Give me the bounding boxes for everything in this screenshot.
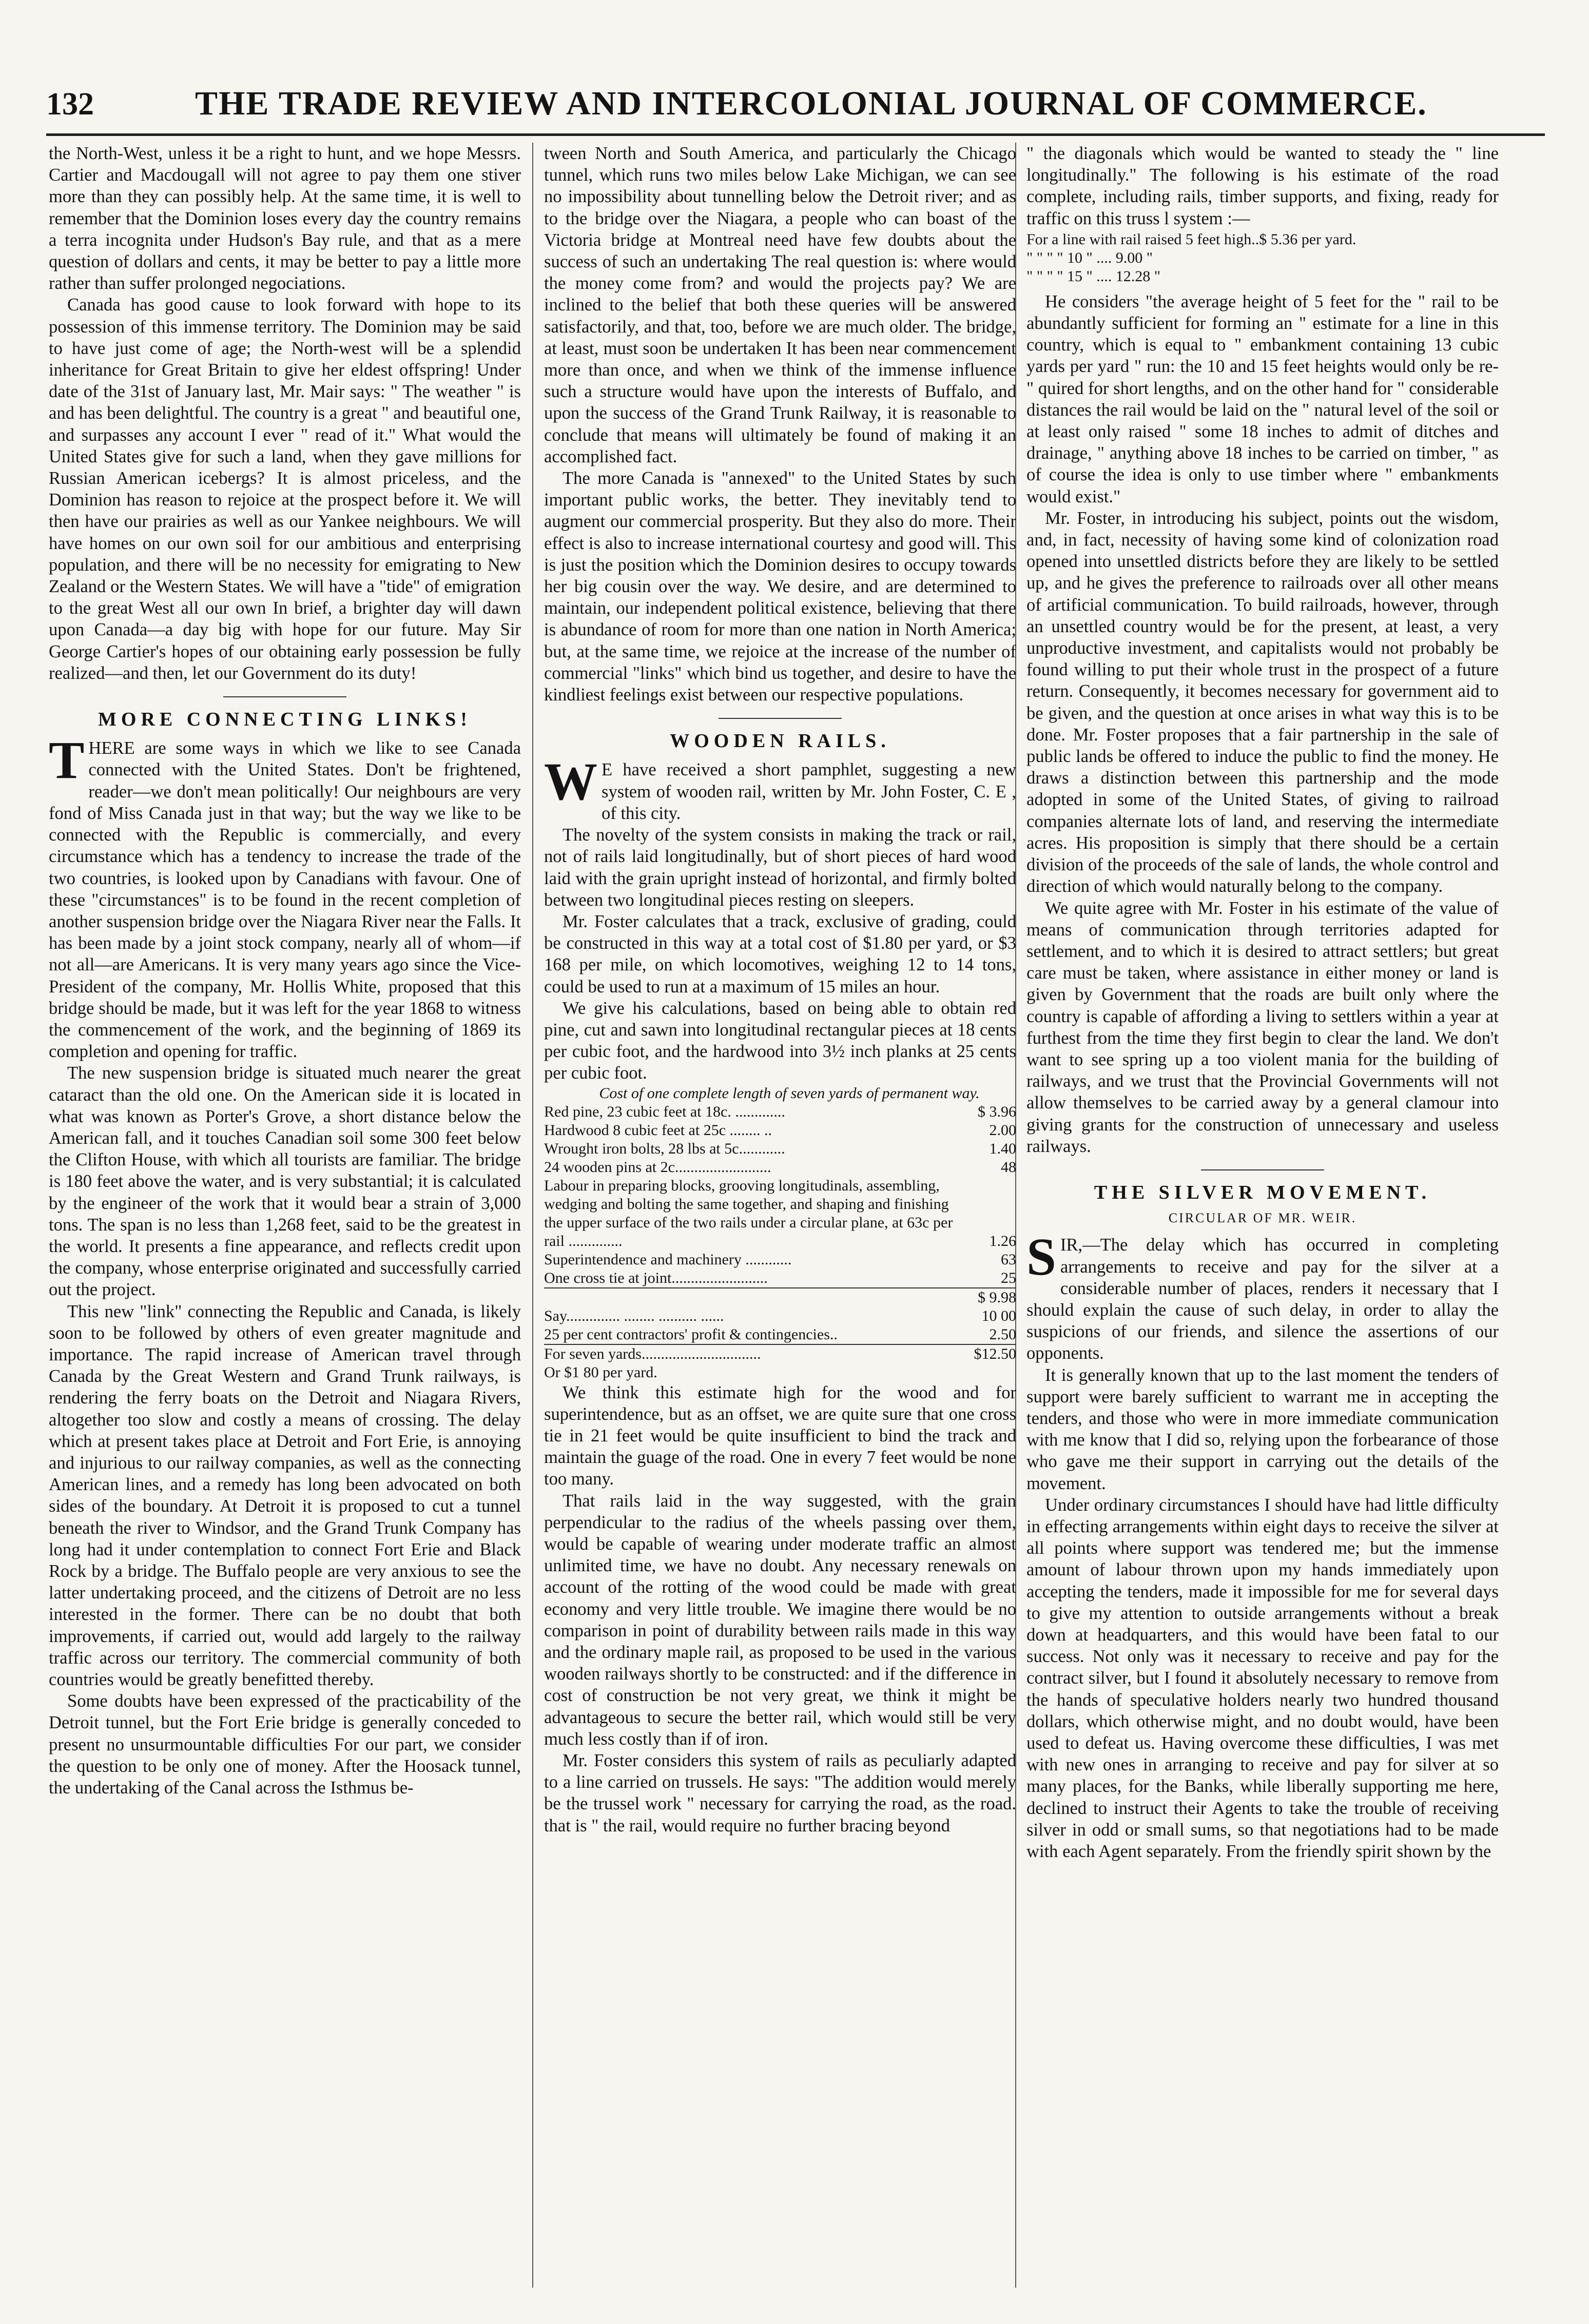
paragraph-text: IR,—The delay which has occurred in completing arrangements to receive and pay for the silver at a considerable number of places, renders it necessary that I should explain the cause of such delay, in order to allay the suspicions of our friends, and silence the assertions of our opponents. — [1026, 1235, 1499, 1363]
cost-item: Superintendence and machinery ............ — [544, 1251, 792, 1268]
drop-cap: T — [49, 731, 85, 790]
cost-table-body — [544, 1103, 1016, 1288]
contractors-value: 2.50 — [989, 1325, 1016, 1343]
cost-table-title: Cost of one complete length of seven yards of permanent way. — [599, 1084, 980, 1102]
column-rule-1 — [532, 143, 533, 2288]
contractors-row — [544, 1325, 1016, 1344]
cost-value: 1.40 — [989, 1140, 1016, 1157]
paragraph: Mr. Foster, in introducing his subject, points out the wisdom, and, in fact, necessity of having some kind of colonization road opened into unsettled districts before they are likely to be settled up, and he gives the preference to railroads over all other means of artificial communication. To build railroads, however, through an unsettled country would be for the present, at least, a very unproductive investment, and capitalists would not probably be found willing to put their whole trust in the prospect of a future return. Consequently, it becomes necessary for government aid to be given, and the question at once arises in what way this is to be done. Mr. Foster proposes that a fair partnership in the sale of public lands be offered to induce the public to find the money. He draws a distinction between this partnership and the mode adopted in some of the United States, of giving to railroad companies alternate lots of land, and reserving the intermediate acres. His proposition is simply that there should be a certain division of the proceeds of the sale of lands, the whole control and direction of which would naturally belong to the company. — [1026, 508, 1499, 896]
contractors-label: 25 per cent contractors' profit & contingencies.. — [544, 1325, 838, 1343]
page-header — [46, 77, 1545, 136]
cost-value: $ 3.96 — [978, 1103, 1016, 1120]
paragraph: The novelty of the system consists in making the track or rail, not of rails laid longitudinally, but of short pieces of hard wood laid with the grain upright instead of horizontal, and firmly bolted between two longitudinal pieces resting on sleepers. — [544, 825, 1016, 910]
drop-cap: S — [1026, 1227, 1056, 1287]
cost-row — [544, 1121, 1016, 1140]
journal-title: THE TRADE REVIEW AND INTERCOLONIAL JOURNAL OF COMMERCE. — [195, 85, 1427, 122]
paragraph — [49, 731, 521, 1062]
section-divider — [223, 696, 346, 697]
cost-total: $ 9.98 — [955, 1288, 1016, 1307]
cost-value: 2.00 — [989, 1121, 1016, 1139]
paragraph-text: HERE are some ways in which we like to see Canada connected with the United States. Don't be frightened, reader—we don't mean politically! Our neighbours are very fond of Miss Canada just in that way; but the way we like to be connected with the Republic is commercially, and every circumstance which has a tendency to increase the trade of the two countries, is looked upon by Canadians with favour. One of these "circumstances" is to be found in the recent completion of another suspension bridge over the Niagara River near the Falls. It has been made by a joint stock company, nearly all of whom—if not all—are Americans. It is very many years ago since the Vice-President of the company, Mr. Hollis White, proposed that this bridge should be made, but it was left for the year 1868 to witness the commencement of the work, and the beginning of 1869 its completion and opening for traffic. — [49, 738, 521, 1062]
cost-value: 1.26 — [989, 1232, 1016, 1249]
paragraph: Under ordinary circumstances I should have had little difficulty in effecting arrangements within eight days to receive the silver at all points where support was tendered me; but the immense amount of labour thrown upon my hands immediately upon accepting the tenders, made it impossible for me for several days to give my attention to outside arrangements without a break down at headquarters, and this would have been fatal to our success. Not only was it necessary to receive and pay for the contract silver, but I found it absolutely necessary to remove from the hands of speculative holders nearly two hundred thousand dollars, which otherwise might, and no doubt would, have been used to defeat us. Having overcome these difficulties, I was met with new ones in arranging to receive and pay for silver at so many places, for the Banks, while liberally supporting me here, declined to instruct their Agents to take the trouble of receiving silver in odd or small sums, so that negotiations had to be made with each Agent separately. From the friendly spirit shown by the — [1026, 1495, 1499, 1862]
page-number: 132 — [46, 87, 94, 122]
cost-item: Hardwood 8 cubic feet at 25c ........ .. — [544, 1121, 772, 1139]
truss-estimate — [1026, 230, 1499, 286]
seven-yards-label: For seven yards............................... — [544, 1344, 955, 1363]
article-heading-more-connecting-links: MORE CONNECTING LINKS! — [98, 709, 472, 731]
column-3 — [1026, 143, 1499, 2288]
cost-row — [544, 1177, 1016, 1251]
paragraph: We give his calculations, based on being able to obtain red pine, cut and sawn into longitudinal rectangular pieces at 18 cents per cubic foot, and the hardwood into 3½ inch planks at 25 cents per cubic foot. — [544, 998, 1016, 1083]
cost-item: 24 wooden pins at 2c......................... — [544, 1158, 771, 1176]
section-divider — [719, 718, 842, 719]
say-row — [544, 1307, 1016, 1325]
seven-yards-value: $12.50 — [955, 1344, 1016, 1363]
paragraph: tween North and South America, and particularly the Chicago tunnel, which runs two miles below Lake Michigan, we can see no impossibility about tunnelling below the Detroit river; and as to the bridge over the Niagara, a people who can boast of the Victoria bridge at Montreal need have few doubts about the success of such an undertaking The real question is: where would the money come from? and would the projects pay? We are inclined to the belief that both these queries will be answered satisfactorily, and that, too, before we are much older. The bridge, at least, must soon be undertaken It has been near commencement more than once, and when we think of the immense influence such a structure would have upon the interests of Buffalo, and upon the success of the Grand Trunk Railway, it is reasonable to conclude that means will ultimately be found of making it an accomplished fact. — [544, 144, 1016, 466]
cost-value: 63 — [1001, 1251, 1016, 1268]
paragraph: the North-West, unless it be a right to hunt, and we hope Messrs. Cartier and Macdougall will not agree to pay them one stiver more than they can possibly help. At the same time, it is well to remember that the Dominion loses every day the country remains a terra incognita under Hudson's Bay rule, and that as a mere question of dollars and cents, it may be better to pay a little more rather than suffer prolonged negociations. — [49, 144, 521, 294]
paragraph: Mr. Foster considers this system of rails as peculiarly adapted to a line carried on trussels. He says: "The addition would merely be the trussel work " necessary for carrying the road, as the road. that is " the rail, would require no further bracing beyond — [544, 1750, 1016, 1835]
paragraph: The more Canada is "annexed" to the United States by such important public works, the better. They inevitably tend to augment our commercial prosperity. But they also do more. Their effect is also to increase international courtesy and good will. This is just the position which the Dominion desires to occupy towards her big cousin over the way. We desire, and are determined to maintain, our independent political existence, believing that there is abundance of room for more than one nation in North America; but, at the same time, we rejoice at the increase of the number of commercial "links" which bind us together, and desire to have the kindliest feelings exist between our respective populations. — [544, 468, 1016, 705]
paragraph: " the diagonals which would be wanted to steady the " line longitudinally." The following is his estimate of the road complete, including rails, timber supports, and fixing, ready for traffic on this truss l system :— — [1026, 144, 1499, 228]
cost-value: 25 — [1001, 1269, 1016, 1286]
cost-table — [544, 1103, 1016, 1382]
drop-cap: W — [544, 752, 597, 812]
cost-item: One cross tie at joint......................... — [544, 1269, 768, 1286]
per-yard-text: Or $1 80 per yard. — [544, 1363, 657, 1381]
paragraph: We think this estimate high for the wood and for superintendence, but as an offset, we are quite sure that one cross tie in 21 feet would be quite insufficient to bind the track and maintain the guage of the road. One in every 7 feet would be none too many. — [544, 1382, 1016, 1489]
section-divider — [1201, 1169, 1324, 1170]
paragraph: Canada has good cause to look forward with hope to its possession of this immense territory. The Dominion may be said to have just come of age; the North-west will be a splendid inheritance for Great Britain to give her eldest offspring! Under date of the 31st of January last, Mr. Mair says: " The weather " is and has been delightful. The country is a great " and beautiful one, and surpasses any account I ever " read of it." What would the United States give for such a land, when they gave millions for Russian American icebergs? It is almost priceless, and the Dominion has reason to rejoice at the prospect before it. We will then have our prairies as well as our Yankee neighbours. We will have homes on our own soil for our ambitious and enterprising population, and there will be no necessity for emigrating to New Zealand or the Western States. We will have a "tide" of emigration to the great West all our own In brief, a brighter day will dawn upon Canada—a day big with hope for our future. May Sir George Cartier's hopes of our obtaining early possession be fully realized—and then, let our Government do its duty! — [49, 295, 521, 683]
cost-total-row — [544, 1288, 1016, 1307]
paragraph: He considers "the average height of 5 feet for the " rail to be abundantly sufficient for forming an " estimate for a line in this country, which is equal to " embankment containing 13 cubic yards per yard " run: the 10 and 15 feet heights would only be re- " quired for short lengths, and on the other hand for " considerable distances the rail would be laid on the " natural level of the soil or at least only raised " some 18 inches to admit of ditches and drainage, " anything above 18 inches to be carried on timber, " as of course the idea is only to use timber where " embankments would exist." — [1026, 291, 1499, 506]
paragraph-text: E have received a short pamphlet, suggesting a new system of wooden rail, written by Mr. John Foster, C. E , of this city. — [602, 760, 1016, 823]
cost-item: Wrought iron bolts, 28 lbs at 5c............ — [544, 1140, 785, 1157]
estimate-line: For a line with rail raised 5 feet high..$ 5.36 per yard. — [1026, 230, 1357, 248]
say-label: Say.............. ........ .......... ...... — [544, 1307, 724, 1324]
cost-row — [544, 1140, 1016, 1158]
paragraph: This new "link" connecting the Republic and Canada, is likely soon to be followed by others of even greater magnitude and importance. The rapid increase of American travel through Canada by the Great Western and Grand Trunk railways, is rendering the ferry boats on the Detroit and Niagara Rivers, altogether too slow and costly a means of crossing. The delay which at present takes place at Detroit and Fort Erie, is annoying and injurious to our railway companies, as well as the connecting American lines, and a remedy has long been advocated on both sides of the boundary. At Detroit it is proposed to cut a tunnel beneath the river to Windsor, and the Grand Trunk Company has long had it under contemplation to connect Fort Erie and Black Rock by a bridge. The Buffalo people are very anxious to see the latter undertaking proceed, and the citizens of Detroit are no less interested in the former. There can be no doubt that both improvements, if carried out, would add largely to the railway traffic across our territory. The commercial community of both countries would be greatly benefitted thereby. — [49, 1301, 521, 1690]
paragraph: Some doubts have been expressed of the practicability of the Detroit tunnel, but the Fort Erie bridge is generally conceded to present no unsurmountable difficulties For our part, we consider the question to be only one of money. After the Hoosack tunnel, the undertaking of the Canal across the Isthmus be- — [49, 1691, 521, 1798]
cost-item: Red pine, 23 cubic feet at 18c. ............. — [544, 1103, 785, 1120]
paragraph: The new suspension bridge is situated much nearer the great cataract than the old one. On the American side it is located in what was known as Porter's Grove, a short distance below the American fall, and it touches Canadian soil some 300 feet below the Clifton House, with which all tourists are familiar. The bridge is 180 feet above the water, and is very substantial; it is calculated by the engineer of the work that it would bear a strain of 3,000 tons. The span is no less than 1,268 feet, said to be the greatest in the world. It presents a fine appearance, and reflects credit upon the company, whose enterprise originated and successfully carried out the project. — [49, 1063, 521, 1300]
paragraph — [544, 752, 1016, 824]
cost-row — [544, 1269, 1016, 1288]
estimate-line: " " " " 15 " .... 12.28 " — [1026, 267, 1160, 285]
cost-item: Labour in preparing blocks, grooving longitudinals, assembling, wedging and bolting the same together, and shaping and finishing the upper surface of the two rails under a circular plane, at 63c per rail .............. — [544, 1177, 953, 1249]
cost-value: 48 — [1001, 1158, 1016, 1176]
seven-yards-row — [544, 1344, 1016, 1363]
paragraph: We quite agree with Mr. Foster in his estimate of the value of means of communication through territories adapted for settlement, and to which it is desired to attract settlers; but great care must be taken, where assistance in either money or land is given by Government that the roads are built only where the country is capable of affording a living to settlers within a year at furthest from the time they first begin to clear the land. We don't want to see spring up a too violent mania for the building of railways, and we trust that the Provincial Governments will not allow themselves to be carried away by a general clamour into giving grants for the construction of unnecessary and useless railways. — [1026, 898, 1499, 1156]
paragraph: Mr. Foster calculates that a track, exclusive of grading, could be constructed in this way at a total cost of $1.80 per yard, or $3 168 per mile, on which locomotives, weighing 12 to 14 tons, could be used to run at a maximum of 15 miles an hour. — [544, 911, 1016, 997]
cost-row — [544, 1251, 1016, 1269]
cost-row — [544, 1158, 1016, 1177]
column-1 — [49, 143, 521, 2288]
estimate-line: " " " " 10 " .... 9.00 " — [1026, 249, 1153, 266]
column-2 — [544, 143, 1016, 2288]
paragraph: That rails laid in the way suggested, with the grain perpendicular to the radius of the wheels passing over them, would be capable of wearing under moderate traffic an almost unlimited time, we have no doubt. Any necessary renewals on account of the rotting of the wood could be made with great economy and very little trouble. We imagine there would be no comparison in point of durability between rails made in this way and the ordinary maple rail, as proposed to be used in the various wooden railways shortly to be constructed: and if the difference in cost of construction be not very great, we think it might be advantageous to secure the better rail, which would still be very much less costly than if of iron. — [544, 1491, 1016, 1749]
cost-row — [544, 1103, 1016, 1121]
paragraph — [1026, 1227, 1499, 1364]
article-subheading: CIRCULAR OF MR. WEIR. — [1168, 1210, 1357, 1226]
paragraph: It is generally known that up to the last moment the tenders of support were barely sufficient to warrant me in accepting the tenders, and those who were in more immediate communication with me know that I did so, relying upon the forbearance of those who gave me their support in carrying out the details of the movement. — [1026, 1365, 1499, 1493]
per-yard-row — [544, 1363, 1016, 1382]
say-value: 10 00 — [981, 1307, 1016, 1324]
article-heading-wooden-rails: WOODEN RAILS. — [670, 730, 890, 752]
article-heading-silver-movement: THE SILVER MOVEMENT. — [1094, 1181, 1431, 1203]
